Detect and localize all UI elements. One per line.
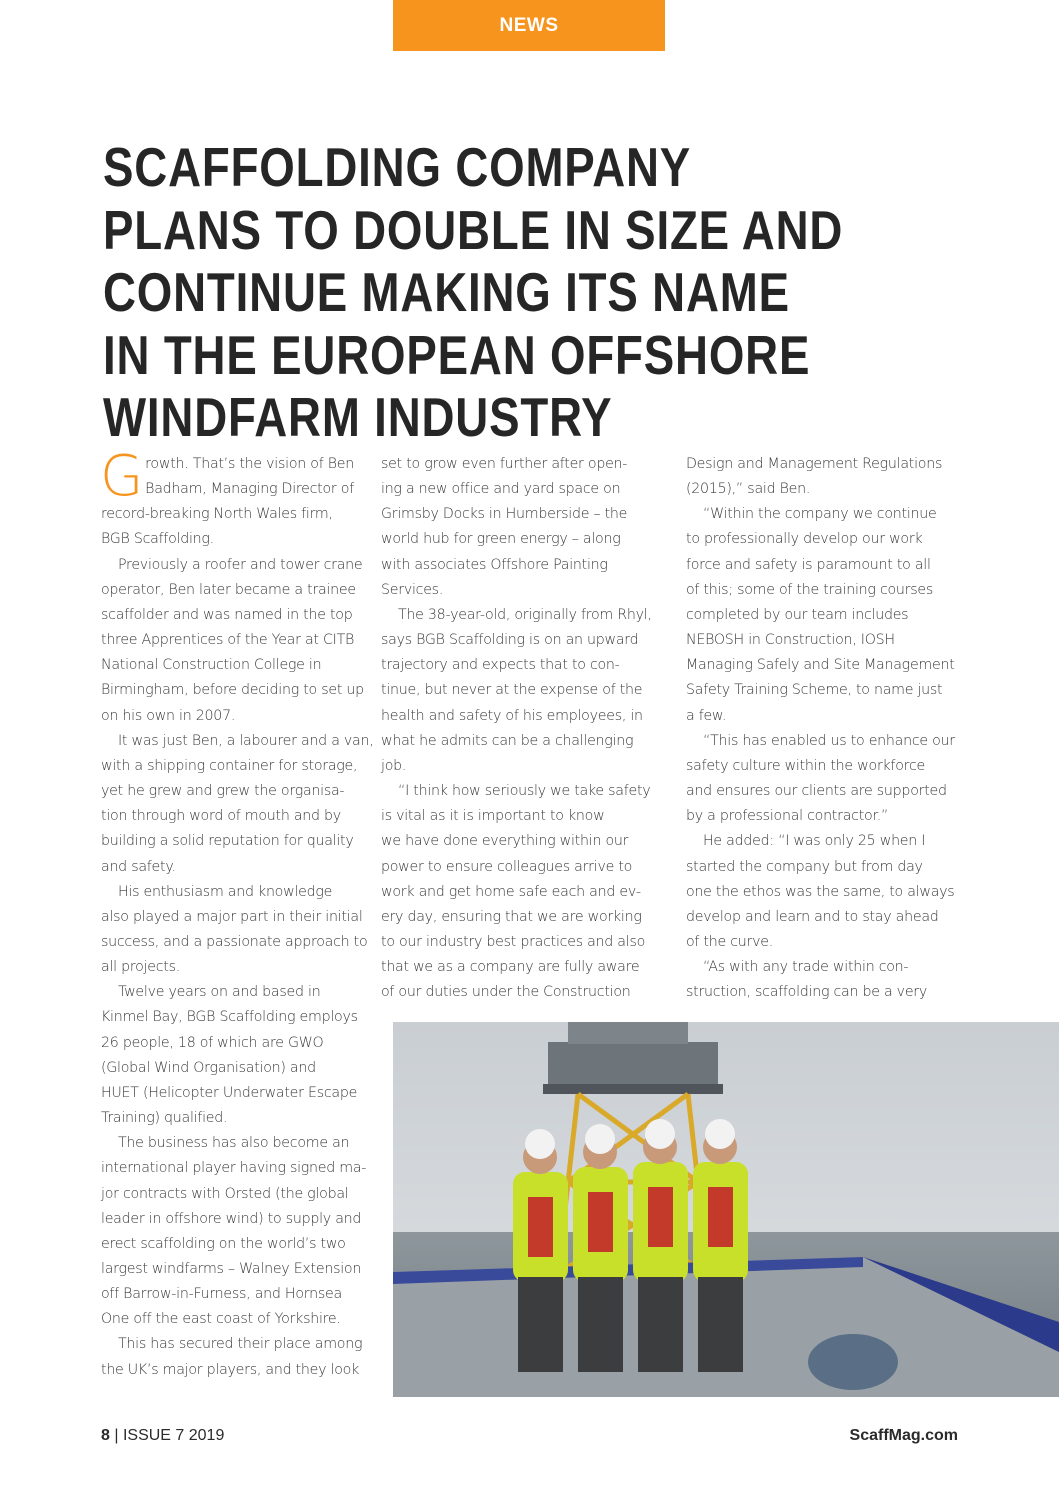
- article-line: (Global Wind Organisation) and: [101, 1059, 316, 1076]
- headline-line: WINDFARM INDUSTRY: [103, 386, 613, 448]
- article-paragraph: [686, 502, 976, 728]
- article-line: Services.: [381, 581, 444, 598]
- article-line: completed by our team includes: [686, 606, 909, 623]
- headline-line: CONTINUE MAKING ITS NAME: [103, 261, 790, 323]
- article-line: of our duties under the Construction: [381, 984, 631, 1001]
- article-line: international player having signed ma-: [101, 1160, 367, 1177]
- article-line: world hub for green energy – along: [381, 531, 621, 548]
- article-line: struction, scaffolding can be a very: [686, 984, 928, 1001]
- article-photo-workers-on-vessel: [393, 1022, 1059, 1397]
- article-line: started the company but from day: [686, 858, 923, 875]
- article-line: His enthusiasm and knowledge: [118, 883, 333, 900]
- article-line: The business has also become an: [118, 1135, 350, 1152]
- article-line: scaffolder and was named in the top: [101, 606, 353, 623]
- article-line: erect scaffolding on the world’s two: [101, 1235, 346, 1252]
- article-line: we have done everything within our: [381, 833, 629, 850]
- article-line: on his own in 2007.: [101, 707, 236, 724]
- article-line: NEBOSH in Construction, IOSH: [686, 632, 895, 649]
- article-line: Kinmel Bay, BGB Scaffolding employs: [101, 1009, 358, 1026]
- article-line: safety culture within the workforce: [686, 757, 925, 774]
- article-paragraph: [381, 779, 671, 1005]
- article-line: rowth. That’s the vision of Ben: [145, 456, 354, 472]
- article-column-2: [381, 452, 671, 1005]
- article-line: “I think how seriously we take safety: [398, 783, 651, 800]
- article-paragraph: [381, 603, 671, 779]
- article-line: Grimsby Docks in Humberside – the: [381, 506, 628, 523]
- article-line: record-breaking North Wales firm,: [101, 506, 333, 523]
- article-line: “Within the company we continue: [703, 506, 937, 523]
- article-paragraph: [686, 955, 976, 1005]
- article-line: trajectory and expects that to con-: [381, 657, 620, 674]
- article-line: work and get home safe each and ev-: [381, 883, 641, 900]
- article-line: He added: “I was only 25 when I: [703, 833, 926, 850]
- article-line: to professionally develop our work: [686, 531, 923, 548]
- article-line: what he admits can be a challenging: [381, 732, 634, 749]
- issue-label: | ISSUE 7 2019: [109, 1427, 225, 1444]
- article-line: Birmingham, before deciding to set up: [101, 682, 364, 699]
- article-paragraph: [101, 880, 391, 981]
- article-paragraph: [686, 452, 976, 502]
- article-line: tinue, but never at the expense of the: [381, 682, 643, 699]
- article-line: develop and learn and to stay ahead: [686, 908, 939, 925]
- article-line: yet he grew and grew the organisa-: [101, 783, 345, 800]
- headline-line: PLANS TO DOUBLE IN SIZE AND: [103, 198, 844, 261]
- article-line: of the curve.: [686, 933, 773, 950]
- article-column-3: [686, 452, 976, 1005]
- article-paragraph: [101, 729, 391, 880]
- footer-site: ScaffMag.com: [849, 1427, 958, 1444]
- article-line: “As with any trade within con-: [703, 959, 909, 976]
- article-line: that we as a company are fully aware: [381, 959, 640, 976]
- article-line: power to ensure colleagues arrive to: [381, 858, 633, 875]
- article-line: BGB Scaffolding.: [101, 531, 214, 548]
- article-line: One off the east coast of Yorkshire.: [101, 1311, 341, 1328]
- article-line: one the ethos was the same, to always: [686, 883, 955, 900]
- article-line: It was just Ben, a labourer and a van,: [118, 732, 374, 749]
- article-paragraph: [686, 829, 976, 955]
- article-line: Design and Management Regulations: [686, 456, 943, 472]
- article-line: HUET (Helicopter Underwater Escape: [101, 1084, 358, 1101]
- article-line: and ensures our clients are supported: [686, 783, 947, 800]
- article-line: This has secured their place among: [118, 1336, 363, 1353]
- article-line: 26 people, 18 of which are GWO: [101, 1034, 324, 1051]
- article-line: success, and a passionate approach to: [101, 933, 368, 950]
- article-paragraph: [101, 1332, 391, 1382]
- article-line: (2015),” said Ben.: [686, 481, 811, 498]
- article-line: Safety Training Scheme, to name just: [686, 682, 943, 699]
- article-line: leader in offshore wind) to supply and: [101, 1210, 362, 1227]
- article-column-1: [100, 444, 391, 1383]
- article-line: and safety.: [101, 858, 176, 875]
- section-tab-label: NEWS: [499, 14, 559, 36]
- article-line: operator, Ben later became a trainee: [101, 581, 356, 598]
- article-paragraph: [101, 1131, 391, 1332]
- article-paragraph: [101, 980, 391, 1131]
- article-line: The 38-year-old, originally from Rhyl,: [398, 606, 652, 623]
- article-line: set to grow even further after open-: [381, 456, 628, 472]
- article-line: National Construction College in: [101, 657, 322, 674]
- article-line: a few.: [686, 707, 727, 724]
- article-paragraph: [100, 444, 391, 553]
- article-line: off Barrow-in-Furness, and Hornsea: [101, 1286, 342, 1303]
- article-line: Training) qualified.: [101, 1110, 228, 1127]
- article-paragraph: [101, 553, 391, 729]
- article-line: building a solid reputation for quality: [101, 833, 354, 850]
- article-line: of this; some of the training courses: [686, 581, 934, 598]
- headline-line: IN THE EUROPEAN OFFSHORE: [103, 323, 811, 386]
- article-line: jor contracts with Orsted (the global: [101, 1185, 349, 1202]
- article-line: the UK’s major players, and they look: [101, 1361, 360, 1378]
- article-line: says BGB Scaffolding is on an upward: [381, 632, 639, 649]
- article-line: largest windfarms – Walney Extension: [101, 1261, 362, 1277]
- footer-issue: [101, 1427, 224, 1445]
- article-line: is vital as it is important to know: [381, 808, 605, 825]
- headline-line: SCAFFOLDING COMPANY: [103, 136, 692, 198]
- article-line: by a professional contractor.”: [686, 808, 889, 825]
- article-line: all projects.: [101, 959, 180, 976]
- section-tab-news: [393, 0, 665, 51]
- article-line: with a shipping container for storage,: [101, 757, 358, 774]
- article-line: to our industry best practices and also: [381, 933, 646, 950]
- article-paragraph: [686, 729, 976, 830]
- article-line: Previously a roofer and tower crane: [118, 556, 363, 573]
- drop-cap: G: [100, 444, 144, 509]
- headline: [103, 136, 1003, 449]
- article-line: Badham, Managing Director of: [145, 481, 354, 498]
- article-line: Twelve years on and based in: [118, 984, 321, 1001]
- article-paragraph: [381, 452, 671, 603]
- article-line: with associates Offshore Painting: [381, 556, 608, 573]
- article-line: tion through word of mouth and by: [101, 808, 341, 825]
- article-line: “This has enabled us to enhance our: [703, 732, 955, 749]
- article-line: ery day, ensuring that we are working: [381, 908, 642, 925]
- page-number: 8: [101, 1427, 110, 1444]
- article-line: ing a new office and yard space on: [381, 481, 621, 498]
- article-line: force and safety is paramount to all: [686, 556, 931, 573]
- article-line: job.: [381, 757, 407, 774]
- article-line: also played a major part in their initial: [101, 908, 363, 925]
- article-line: three Apprentices of the Year at CITB: [101, 632, 355, 649]
- article-line: health and safety of his employees, in: [381, 707, 643, 724]
- article-line: Managing Safely and Site Management: [686, 657, 955, 674]
